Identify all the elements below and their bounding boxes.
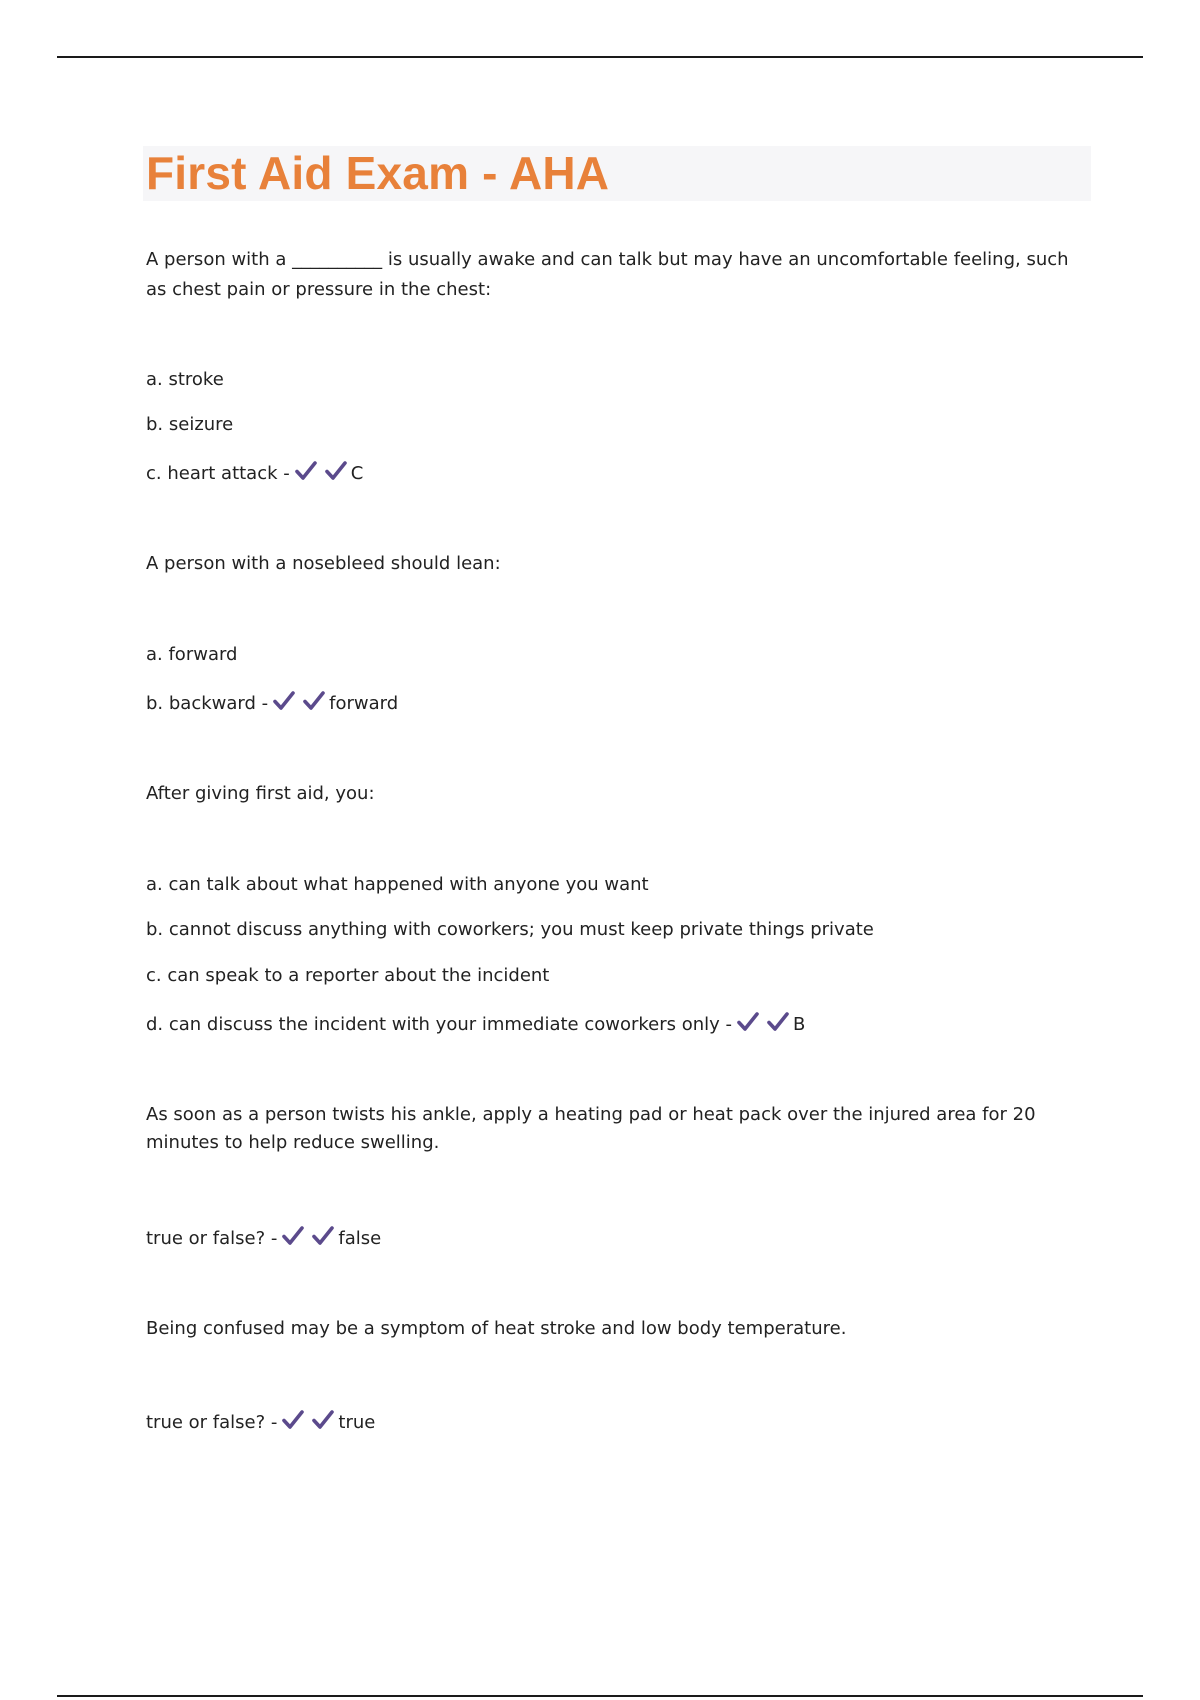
question-3-option-b: b. cannot discuss anything with coworkers; you must keep private things private xyxy=(146,919,874,940)
question-2-prompt: A person with a nosebleed should lean: xyxy=(146,553,501,574)
double-check-mark xyxy=(272,689,326,713)
check-icon xyxy=(736,1010,760,1034)
question-1-answer: C xyxy=(350,463,364,484)
question-5-true-or-false: true or false? - xyxy=(146,1412,278,1433)
page-title: First Aid Exam - AHA xyxy=(146,147,610,199)
question-5-answer-line xyxy=(146,1408,1096,1437)
question-1-option-c: c. heart attack - xyxy=(146,463,290,484)
check-icon xyxy=(302,689,326,713)
question-2-answer-line xyxy=(146,689,1096,718)
question-3-option-a: a. can talk about what happened with anyone you want xyxy=(146,874,649,895)
check-icon xyxy=(294,459,318,483)
question-4-prompt-line-2: minutes to help reduce swelling. xyxy=(146,1132,440,1153)
question-4-prompt-line-1: As soon as a person twists his ankle, apply a heating pad or heat pack over the injured area for 20 xyxy=(146,1104,1036,1125)
double-check-mark xyxy=(281,1408,335,1432)
check-icon xyxy=(324,459,348,483)
double-check-mark xyxy=(294,459,348,483)
question-3-option-d: d. can discuss the incident with your immediate coworkers only - xyxy=(146,1014,733,1035)
question-2-option-a: a. forward xyxy=(146,644,238,665)
check-icon xyxy=(281,1224,305,1248)
question-3-answer: B xyxy=(793,1014,806,1035)
question-4-answer: false xyxy=(338,1228,382,1249)
question-1-option-a: a. stroke xyxy=(146,369,224,390)
double-check-mark xyxy=(736,1010,790,1034)
question-1-option-b: b. seizure xyxy=(146,414,234,435)
question-2-answer: forward xyxy=(329,693,399,714)
check-icon xyxy=(272,689,296,713)
question-3-answer-line xyxy=(146,1010,1096,1039)
check-icon xyxy=(311,1224,335,1248)
bottom-rule xyxy=(57,1695,1143,1697)
question-4-answer-line xyxy=(146,1224,1096,1253)
double-check-mark xyxy=(281,1224,335,1248)
question-1-prompt-line-1: A person with a __________ is usually awake and can talk but may have an uncomfortable feeling, such xyxy=(146,249,1069,270)
question-2-option-b: b. backward - xyxy=(146,693,269,714)
question-5-answer: true xyxy=(338,1412,376,1433)
top-rule xyxy=(57,56,1143,58)
question-3-prompt: After giving first aid, you: xyxy=(146,783,375,804)
check-icon xyxy=(281,1408,305,1432)
question-4-true-or-false: true or false? - xyxy=(146,1228,278,1249)
question-1-answer-line xyxy=(146,459,1096,488)
question-3-option-c: c. can speak to a reporter about the incident xyxy=(146,965,550,986)
question-1-prompt-line-2: as chest pain or pressure in the chest: xyxy=(146,279,492,300)
question-5-prompt: Being confused may be a symptom of heat stroke and low body temperature. xyxy=(146,1318,847,1339)
check-icon xyxy=(766,1010,790,1034)
check-icon xyxy=(311,1408,335,1432)
